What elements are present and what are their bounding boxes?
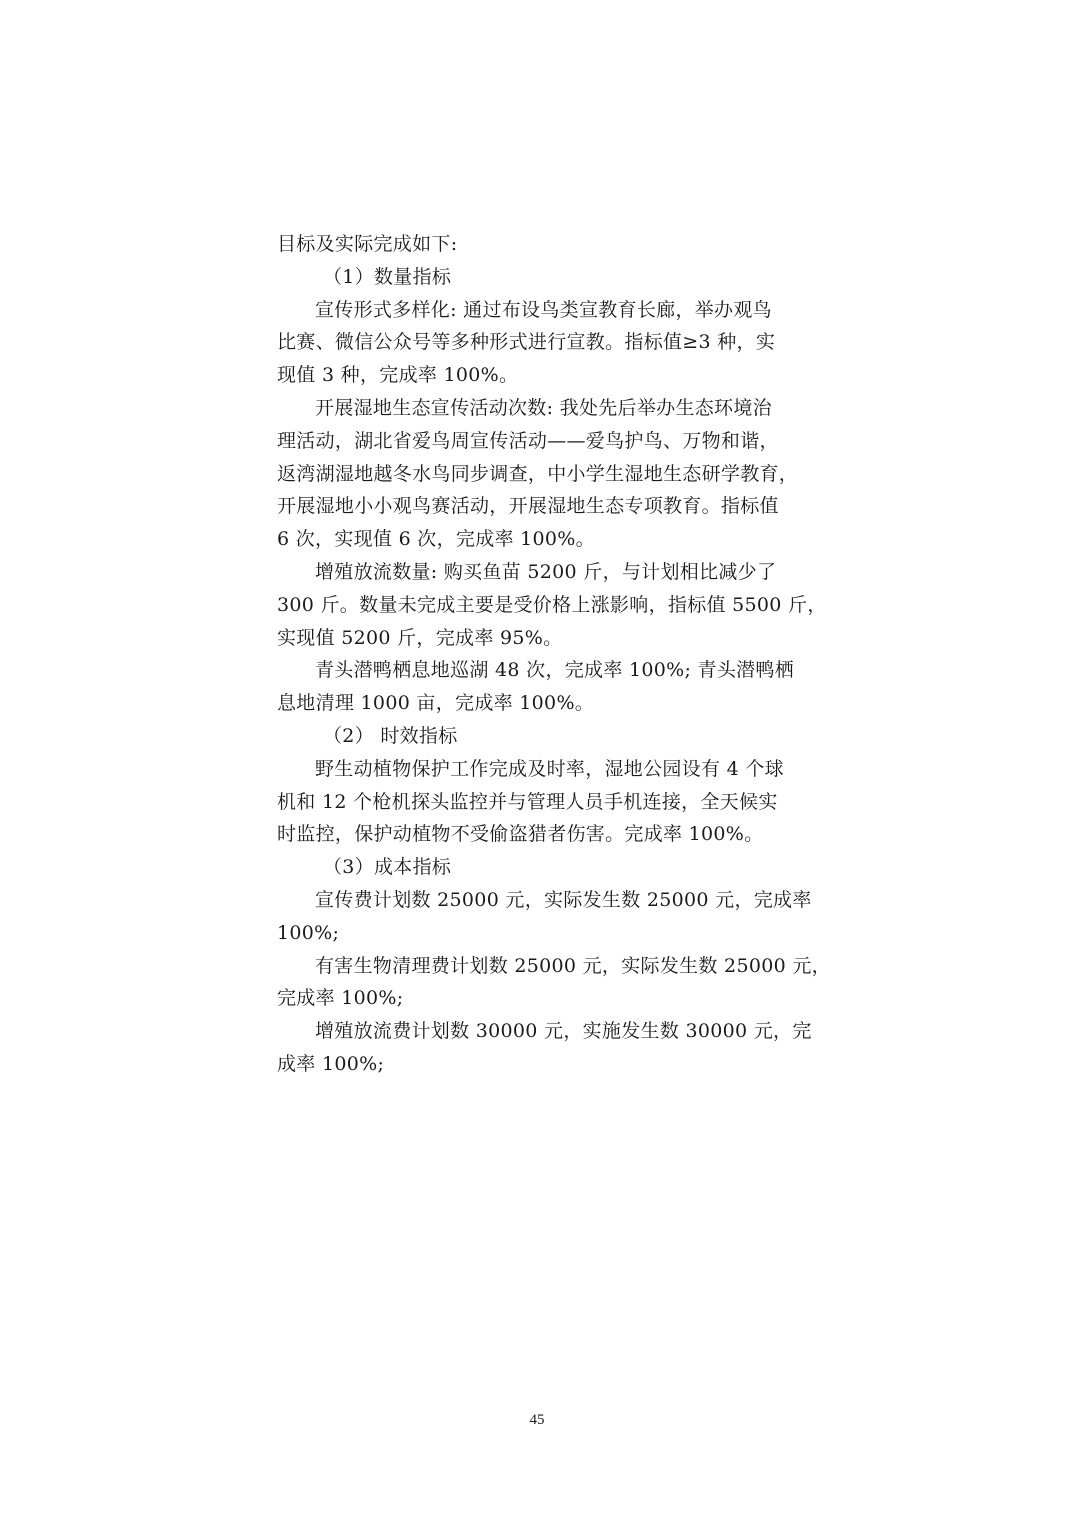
text-line: 有害生物清理费计划数 25000 元，实际发生数 25000 元， [315, 954, 831, 977]
text-line: 完成率 100%; [277, 987, 404, 1010]
section-heading-cost: （3）成本指标 [323, 856, 452, 879]
text-line: 理活动，湖北省爱鸟周宣传活动——爱鸟护鸟、万物和谐， [277, 429, 779, 452]
text-line: 宣传形式多样化: 通过布设鸟类宣教育长廊，举办观鸟 [315, 298, 772, 321]
text-line: 返湾湖湿地越冬水鸟同步调查，中小学生湿地生态研学教育， [277, 462, 799, 485]
document-body [277, 228, 831, 1081]
text-line: 目标及实际完成如下: [277, 233, 458, 255]
text-line: 300 斤。数量未完成主要是受价格上涨影响，指标值 5500 斤， [277, 593, 827, 616]
page-number: 45 [529, 1412, 545, 1428]
text-line: 开展湿地生态宣传活动次数: 我处先后举办生态环境治 [315, 396, 772, 419]
text-line: 100%; [277, 921, 340, 944]
text-line: 青头潜鸭栖息地巡湖 48 次，完成率 100%; 青头潜鸭栖 [315, 659, 795, 682]
text-line: 机和 12 个枪机探头监控并与管理人员手机连接，全天候实 [277, 790, 778, 813]
text-line: 6 次，实现值 6 次，完成率 100%。 [277, 528, 595, 551]
section-heading-quantity: （1）数量指标 [323, 265, 452, 288]
section-heading-timeliness: （2） 时效指标 [323, 724, 458, 747]
text-line: 成率 100%; [277, 1052, 385, 1075]
text-line: 宣传费计划数 25000 元，实际发生数 25000 元，完成率 [315, 888, 812, 911]
text-line: 开展湿地小小观鸟赛活动，开展湿地生态专项教育。指标值 [277, 495, 779, 518]
text-line: 息地清理 1000 亩，完成率 100%。 [277, 692, 595, 715]
text-line: 比赛、微信公众号等多种形式进行宣教。指标值≥3 种，实 [277, 331, 776, 354]
text-line: 增殖放流费计划数 30000 元，实施发生数 30000 元，完 [315, 1020, 812, 1043]
text-line: 增殖放流数量: 购买鱼苗 5200 斤，与计划相比减少了 [315, 560, 777, 583]
text-line: 实现值 5200 斤，完成率 95%。 [277, 626, 563, 649]
text-line: 现值 3 种，完成率 100%。 [277, 364, 519, 387]
text-line: 野生动植物保护工作完成及时率，湿地公园设有 4 个球 [315, 757, 784, 780]
text-line: 时监控，保护动植物不受偷盗猎者伤害。完成率 100%。 [277, 823, 764, 846]
